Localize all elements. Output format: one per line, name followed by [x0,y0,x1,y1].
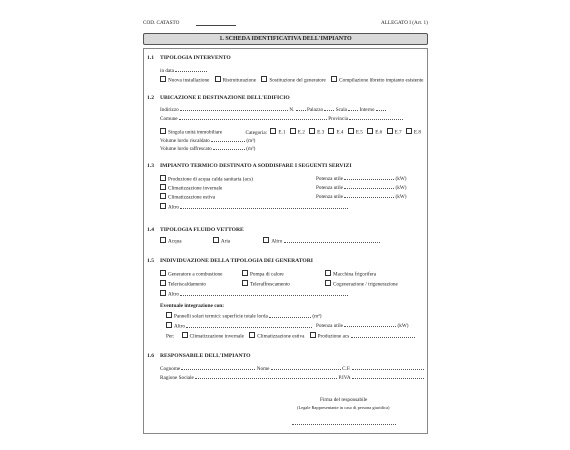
cogenerazione-checkbox[interactable] [325,280,331,286]
integr-altro-row [166,322,312,330]
per-option-label: Climatizzazione estiva [257,333,305,340]
ragione-row [160,374,424,381]
gen-pompa-item [242,270,284,278]
potenza-label: Potenza utile [316,323,343,329]
firma-field[interactable] [292,424,396,425]
volume-riscaldato-label: Volume lordo riscaldato [160,138,210,144]
altro-label: Altro [168,204,179,211]
generator-label: Macchina frigorifera [333,271,377,278]
per-label: Per: [166,333,175,340]
option-label: Compilazione libretto impianto esistente [339,77,424,84]
piva-field[interactable] [352,374,424,379]
section-1-4-number: 1.4 [147,227,154,233]
ragione-field[interactable] [195,374,337,379]
comune-label: Comune [160,116,178,122]
acqua-checkbox[interactable] [160,237,166,243]
numero-field[interactable] [296,106,306,111]
category-e7-checkbox[interactable] [387,128,393,134]
pannelli-row [166,312,321,320]
potenza-label: Potenza utile [316,176,343,182]
integr-altro-checkbox[interactable] [166,322,172,328]
category-e2-checkbox[interactable] [290,128,296,134]
firma-label: Firma del responsabile [320,397,368,403]
teleraffrescamento-checkbox[interactable] [242,280,248,286]
teleriscaldamento-checkbox[interactable] [160,280,166,286]
volume-raffrescato-label: Volume lordo raffrescato [160,146,212,152]
section-1-1-title: TIPOLOGIA INTERVENTO [160,55,231,61]
in-data-row [160,67,207,74]
in-data-field[interactable] [175,67,207,72]
kw-label: (kW) [395,194,407,200]
per-option-label: Climatizzazione invernale [189,333,244,340]
frigorifera-checkbox[interactable] [325,270,331,276]
altro-service-field[interactable] [180,204,348,209]
unit-label: (m³) [246,146,256,152]
altro-label: Altro [174,323,185,330]
section-1-5-title: INDIVIDUAZIONE DELLA TIPOLOGIA DEI GENERATORI [160,258,313,264]
altro-generatore-field[interactable] [180,291,348,296]
generator-label: Teleraffrescamento [250,281,290,288]
interno-label: Interno [359,107,375,113]
generator-label: Pompa di calore [250,271,284,278]
category-e4-checkbox[interactable] [328,128,334,134]
gen-teleriscaldamento-item [160,280,206,288]
indirizzo-label: Indirizzo [160,107,179,113]
per-estiva-checkbox[interactable] [249,332,255,338]
cf-label: C.F. [342,366,351,372]
numero-label: N. [289,107,295,113]
category-label: E.3 [317,129,325,136]
potenza-label: Potenza utile [316,185,343,191]
singola-label: Singola unità immobiliare [168,129,223,136]
section-1-2-title: UBICAZIONE E DESTINAZIONE DELL'EDIFICIO [160,95,290,101]
category-e5-checkbox[interactable] [348,128,354,134]
fluido-label: Acqua [168,238,182,245]
cf-field[interactable] [352,365,424,370]
estiva-checkbox[interactable] [160,193,166,199]
category-label: E.4 [336,129,344,136]
potenza-estiva-field[interactable] [344,193,394,198]
volume-raffrescato-row [160,145,255,152]
integr-altro-field[interactable] [186,323,312,328]
altro-service-checkbox[interactable] [160,203,166,209]
service-acs-row [160,175,253,183]
gen-frigorifera-item [325,270,376,278]
section-1-3-title: IMPIANTO TERMICO DESTINATO A SODDISFARE I SEGUENTI SERVIZI [160,163,352,169]
in-data-label: in data [160,68,174,74]
service-altro-row [160,203,348,211]
category-label: E.5 [355,129,363,136]
m2-label: (m²) [312,313,322,320]
pannelli-field[interactable] [269,313,311,318]
altro-generatore-checkbox[interactable] [160,290,166,296]
service-estiva-row [160,193,215,201]
cognome-label: Cognome [160,366,181,372]
category-label: E.7 [394,129,402,136]
ristrutturazione-checkbox[interactable] [215,76,221,82]
option-label: Sostituzione del generatore [269,77,326,84]
cognome-row [160,365,424,372]
per-row [166,332,415,340]
nuova-installazione-checkbox[interactable] [160,76,166,82]
form-title: 1. SCHEDA IDENTIFICATIVA DELL'IMPIANTO [143,33,428,45]
unit-label: (m³) [246,138,256,144]
potenza-label: Potenza utile [316,194,343,200]
cognome-field[interactable] [181,365,255,370]
intervention-options [160,76,423,84]
category-label: E.8 [413,129,421,136]
combustione-checkbox[interactable] [160,270,166,276]
section-1-3-number: 1.3 [147,163,154,169]
cod-catasto-label: COD. CATASTO [143,20,180,26]
potenza-acs-row [316,175,407,182]
ragione-label: Ragione Sociale [160,375,194,381]
generator-label: Teleriscaldamento [168,281,206,288]
scala-label: Scala [335,107,347,113]
section-1-1-number: 1.1 [147,55,154,61]
gen-altro-item [160,290,348,298]
invernale-checkbox[interactable] [160,184,166,190]
service-invernale-row [160,184,222,192]
volume-riscaldato-row [160,137,255,144]
allegato-label: ALLEGATO I (Art. 1) [381,20,428,26]
per-extra-field[interactable] [351,333,415,338]
pannelli-checkbox[interactable] [166,312,172,318]
altro-label: Altro [168,291,179,298]
categoria-row [160,128,421,136]
generator-label: Cogenerazione / trigenerazione [333,281,398,288]
indirizzo-row [160,106,386,113]
altro-fluido-checkbox[interactable] [263,237,269,243]
potenza-invernale-field[interactable] [344,184,394,189]
per-option-label: Produzione acs [317,333,350,340]
palazzo-field[interactable] [324,106,334,111]
potenza-estiva-row [316,193,407,200]
generator-label: Generatore a combustione [168,271,223,278]
comune-row [160,115,403,122]
categoria-label: Categoria: [245,129,268,136]
fluido-options [160,237,380,245]
fluido-label: Altro [271,238,283,245]
category-e1-checkbox[interactable] [270,128,276,134]
comune-field[interactable] [179,115,327,120]
integrazione-title: Eventuale integrazione con: [160,303,225,309]
nome-field[interactable] [271,365,341,370]
fluido-label: Aria [220,238,231,245]
service-label: Produzione di acqua calda sanitaria (acs) [168,176,253,183]
kw-label: (kW) [397,323,409,329]
provincia-label: Provincia [328,116,349,122]
gen-combustione-item [160,270,222,278]
volume-riscaldato-field[interactable] [211,137,245,142]
category-e8-checkbox[interactable] [406,128,412,134]
section-1-6-number: 1.6 [147,353,154,359]
singola-unita-checkbox[interactable] [160,128,166,134]
acs-checkbox[interactable] [160,175,166,181]
piva-label: P.IVA [338,375,351,381]
kw-label: (kW) [395,176,407,182]
pannelli-label: Pannelli solari termici: superficie totale lorda [174,313,268,320]
nome-label: Nome [256,366,270,372]
scala-field[interactable] [348,106,358,111]
category-e3-checkbox[interactable] [309,128,315,134]
cod-catasto-field[interactable] [196,25,236,26]
category-label: E.1 [278,129,286,136]
category-label: E.6 [375,129,383,136]
indirizzo-field[interactable] [180,106,288,111]
option-label: Nuova installazione [168,77,210,84]
firma-sublabel: (Legale Rappresentante in caso di persona giuridica) [297,405,390,410]
interno-field[interactable] [376,106,386,111]
potenza-acs-field[interactable] [344,175,394,180]
compilazione-checkbox[interactable] [331,76,337,82]
per-invernale-checkbox[interactable] [182,332,188,338]
section-1-4-title: TIPOLOGIA FLUIDO VETTORE [160,227,244,233]
integr-potenza-row [316,322,409,329]
aria-checkbox[interactable] [213,237,219,243]
volume-raffrescato-field[interactable] [213,145,245,150]
option-label: Ristrutturazione [222,77,257,84]
palazzo-label: Palazzo [306,107,324,113]
provincia-field[interactable] [349,115,403,120]
service-label: Climatizzazione invernale [168,185,223,192]
service-label: Climatizzazione estiva [168,194,216,201]
pompa-calore-checkbox[interactable] [242,270,248,276]
section-1-5-number: 1.5 [147,258,154,264]
potenza-invernale-row [316,184,407,191]
kw-label: (kW) [395,185,407,191]
section-1-6-title: RESPONSABILE DELL'IMPIANTO [160,353,251,359]
per-acs-checkbox[interactable] [310,332,316,338]
gen-cogenerazione-item [325,280,398,288]
gen-teleraffrescamento-item [242,280,290,288]
integr-potenza-field[interactable] [344,322,396,327]
section-1-2-number: 1.2 [147,95,154,101]
altro-fluido-field[interactable] [284,238,380,243]
category-e6-checkbox[interactable] [367,128,373,134]
sostituzione-checkbox[interactable] [261,76,267,82]
category-label: E.2 [297,129,305,136]
